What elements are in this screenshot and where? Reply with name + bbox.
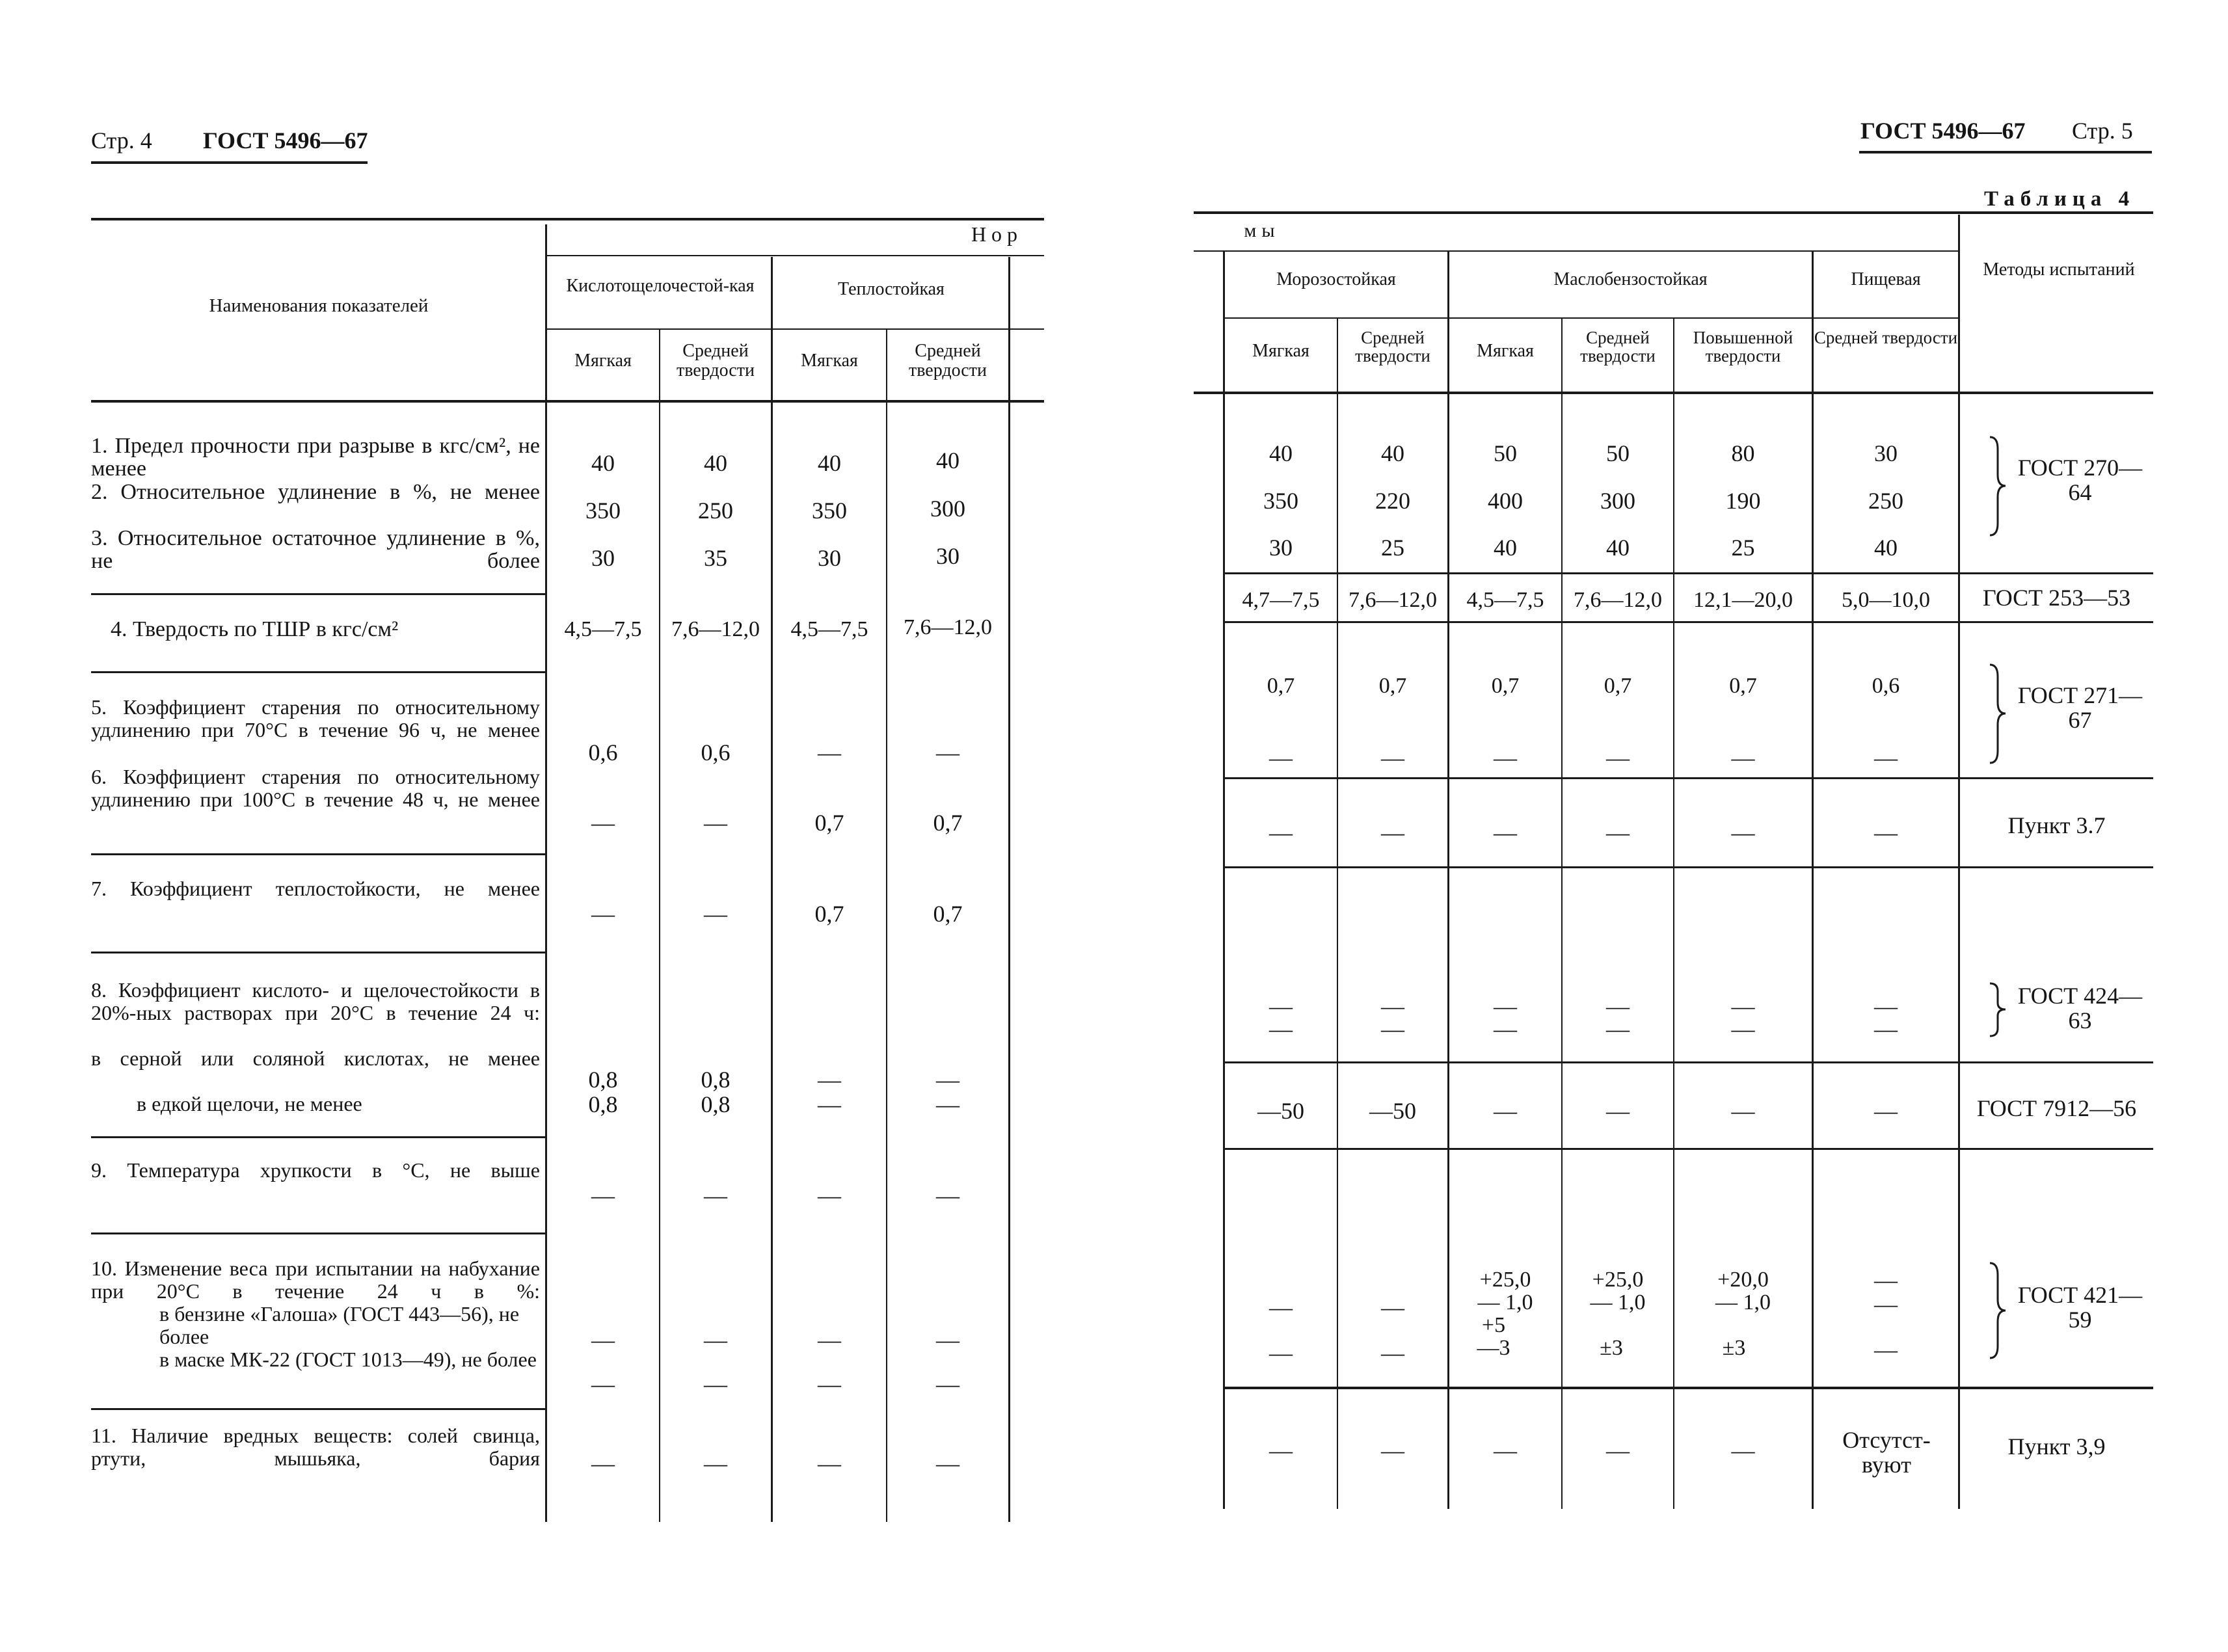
cell-heat-soft-r8a: — [818,1067,841,1093]
method-m9: ГОСТ 7912—56 [1976,1095,2137,1121]
row-separator [91,593,546,595]
cell-acid-med-r4: 7,6—12,0 [671,617,760,641]
cell-frost-med-r4: 7,6—12,0 [1349,588,1437,612]
cell-food-med-r10b: — [1874,1337,1898,1363]
cell-oil-med-r7: — [1606,819,1630,846]
row-separator [91,853,546,855]
indicator-r10a: в бензине «Галоша» (ГОСТ 443—56), не более [159,1302,520,1348]
sub-soft: Мягкая [574,351,632,371]
row-separator [91,952,546,953]
cell-heat-soft-r6: 0,7 [814,810,844,836]
group-heat-header: Теплостойкая [838,279,945,299]
cell-acid-med-r8b: 0,8 [701,1091,731,1117]
cell-frost-med-r1: 40 [1381,440,1404,466]
row-separator [1223,866,2153,868]
cell-oil-high-r11: — [1731,1437,1755,1463]
row-separator [1223,1061,2153,1063]
cell-oil-soft-r9: — [1494,1098,1517,1124]
indicator-r10b: в маске МК-22 (ГОСТ 1013—49), не более [159,1348,537,1371]
cell-frost-soft-r8a: — [1269,993,1293,1019]
cell-oil-soft-r5: 0,7 [1491,674,1520,698]
cell-acid-soft-r10a: — [591,1327,615,1353]
cell-heat-med-r9: — [936,1182,960,1208]
row-separator [1223,621,2153,623]
cell-acid-med-r9: — [704,1182,727,1208]
cell-oil-med-r8a: — [1606,993,1630,1019]
sub-soft: Мягкая [801,351,858,371]
method-m11: Пункт 3,9 [2007,1433,2106,1459]
indicator-column-header: Наименования показателей [209,295,429,316]
subheader-rule [1223,317,1958,319]
cell-frost-med-r10a: — [1381,1294,1404,1320]
indicator-r9: 9. Температура хрупкости в °С, не выше [91,1158,540,1182]
cell-heat-med-r10a: — [936,1327,960,1353]
indicator-r8: 8. Коэффициент кислото- и щелочестойкости в 20%-ных растворах при 20°С в течение 24 ч: [91,978,540,1024]
cell-oil-high-r5: 0,7 [1729,674,1757,698]
cell-frost-med-r2: 220 [1375,488,1410,514]
cell-acid-soft-r9: — [591,1182,615,1208]
cell-oil-high-r8b: — [1731,1016,1755,1042]
cell-acid-soft-r10b: — [591,1371,615,1397]
indicator-r4: 4. Твердость по ТШР в кгс/см² [111,617,399,641]
cell-oil-high-r2: 190 [1725,488,1761,514]
cell-food-med-r10a-2: — [1874,1291,1898,1317]
method-m5: ГОСТ 271—67 [2017,682,2143,733]
cell-frost-med-r10b: — [1381,1340,1404,1366]
cell-acid-med-r8a: 0,8 [701,1067,731,1093]
row-separator [91,1136,546,1138]
indicator-r2: 2. Относительное удлинение в %, не менее [91,480,540,504]
cell-oil-med-r10a-2: — 1,0 [1590,1290,1646,1314]
cell-oil-soft-r1: 50 [1494,440,1517,466]
group-food-header: Пищевая [1851,269,1921,289]
left-header-rule [91,161,368,164]
cell-acid-soft-r11: — [591,1450,615,1476]
method-m1: ГОСТ 270—64 [2017,455,2143,505]
cell-heat-med-r8a: — [936,1067,960,1093]
method-m10: ГОСТ 421—59 [2017,1282,2143,1333]
right-header-rule [1859,151,2152,153]
cell-frost-med-r6: — [1381,745,1404,771]
cell-oil-soft-r10a-1: +25,0 [1479,1268,1531,1292]
cell-heat-soft-r10b: — [818,1371,841,1397]
cell-frost-soft-r10a: — [1269,1294,1293,1320]
sub-medium: Средней твердости [1580,328,1656,366]
cell-oil-med-r11: — [1606,1437,1630,1463]
cell-acid-soft-r1: 40 [591,450,615,476]
cell-frost-med-r7: — [1381,819,1404,846]
cell-frost-soft-r8b: — [1269,1016,1293,1042]
cell-oil-high-r6: — [1731,745,1755,771]
cell-heat-soft-r7: 0,7 [814,901,844,927]
sub-high: Повышенной твердости [1693,328,1793,366]
group-divider [1812,250,1814,1509]
cell-frost-soft-r4: 4,7—7,5 [1242,588,1320,612]
right-brace-icon [1987,1262,2007,1359]
right-page-number: Стр. 5 [2072,118,2133,144]
row-separator [1223,777,2153,779]
cell-oil-high-r10a-2: — 1,0 [1715,1290,1771,1314]
sub-medium: Средней твердости [909,341,987,380]
cell-frost-med-r5: 0,7 [1378,674,1407,698]
cell-acid-soft-r2: 350 [585,498,621,524]
row-separator [91,671,546,673]
cell-oil-soft-r3: 40 [1494,535,1517,561]
right-brace-icon [1987,663,2007,764]
group-edge-left [1008,257,1010,1522]
cell-acid-soft-r8b: 0,8 [588,1091,618,1117]
indicator-r8b: в едкой щелочи, не менее [137,1092,362,1115]
cell-oil-soft-r8b: — [1494,1016,1517,1042]
cell-oil-soft-r10b-2: —3 [1477,1336,1510,1360]
sub-medium: Средней твердости [1355,328,1430,366]
cell-oil-soft-r8a: — [1494,993,1517,1019]
cell-heat-med-r11: — [936,1450,960,1476]
cell-frost-soft-r2: 350 [1263,488,1298,514]
cell-frost-soft-r10b: — [1269,1340,1293,1366]
cell-heat-soft-r4: 4,5—7,5 [790,617,868,641]
cell-oil-med-r10a-1: +25,0 [1592,1268,1644,1292]
methods-divider [1958,215,1960,1509]
method-m4: ГОСТ 253—53 [1982,585,2131,611]
cell-acid-soft-r3: 30 [591,545,615,571]
method-m8: ГОСТ 424—63 [2017,983,2143,1033]
row-separator [1223,1148,2153,1150]
cell-oil-soft-r6: — [1494,745,1517,771]
sub-soft: Мягкая [1252,341,1309,361]
indicator-r5: 5. Коэффициент старения по относительному удлинению при 70°С в течение 96 ч, не менее [91,695,540,741]
cell-heat-med-r1: 40 [936,447,960,473]
norms-underline [546,255,1044,256]
row-separator [1223,1387,2153,1389]
cell-oil-med-r8b: — [1606,1016,1630,1042]
cell-heat-soft-r8b: — [818,1091,841,1117]
cell-oil-high-r7: — [1731,819,1755,846]
cell-frost-med-r8b: — [1381,1016,1404,1042]
cell-frost-med-r11: — [1381,1437,1404,1463]
table-top-rule [91,218,1044,220]
cell-frost-soft-r1: 40 [1269,440,1293,466]
cell-acid-soft-r7: — [591,901,615,927]
cell-acid-med-r2: 250 [698,498,733,524]
cell-food-med-r8b: — [1874,1016,1898,1042]
subheader-rule [546,328,1044,330]
table-caption: Таблица 4 [1984,187,2136,211]
cell-heat-soft-r2: 350 [812,498,847,524]
cell-heat-soft-r1: 40 [818,450,841,476]
cell-heat-soft-r5: — [818,739,841,766]
cell-acid-soft-r4: 4,5—7,5 [564,617,642,641]
cell-oil-soft-r10a-2: — 1,0 [1477,1290,1533,1314]
right-brace-icon [1987,436,2007,537]
indicator-r1: 1. Предел прочности при разрыве в кгс/см², не менее [91,434,540,481]
indicator-r7: 7. Коэффициент теплостойкости, не менее [91,877,540,900]
cell-food-med-r2: 250 [1868,488,1903,514]
cell-heat-med-r7: 0,7 [933,901,963,927]
indicator-r6: 6. Коэффициент старения по относительному удлинению при 100°С в течение 48 ч, не менее [91,765,540,811]
indicator-r11: 11. Наличие вредных веществ: солей свинца, ртути, мышьяка, бария [91,1424,540,1470]
cell-oil-med-r4: 7,6—12,0 [1574,588,1662,612]
cell-heat-soft-r9: — [818,1182,841,1208]
cell-oil-med-r2: 300 [1600,488,1635,514]
cell-acid-med-r1: 40 [704,450,727,476]
cell-frost-med-r8a: — [1381,993,1404,1019]
cell-acid-med-r11: — [704,1450,727,1476]
cell-oil-soft-r4: 4,5—7,5 [1466,588,1544,612]
cell-frost-soft-r9: —50 [1257,1098,1304,1124]
cell-food-med-r1: 30 [1874,440,1898,466]
cell-acid-med-r7: — [704,901,727,927]
cell-heat-soft-r11: — [818,1450,841,1476]
cell-food-med-r5: 0,6 [1872,674,1900,698]
cell-frost-soft-r6: — [1269,745,1293,771]
cell-acid-med-r10b: — [704,1371,727,1397]
cell-frost-med-r3: 25 [1381,535,1404,561]
sub-medium: Средней твердости [677,341,755,380]
cell-acid-med-r5: 0,6 [701,739,731,766]
norms-label-left: Нор [971,222,1023,246]
cell-food-med-r8a: — [1874,993,1898,1019]
norms-label-right: мы [1244,220,1280,241]
cell-heat-med-r8b: — [936,1091,960,1117]
cell-oil-high-r9: — [1731,1098,1755,1124]
cell-acid-med-r3: 35 [704,545,727,571]
cell-oil-high-r1: 80 [1731,440,1755,466]
method-m7: Пункт 3.7 [2007,812,2106,838]
cell-oil-high-r8a: — [1731,993,1755,1019]
cell-oil-med-r10b: ±3 [1600,1336,1623,1360]
cell-oil-high-r10b: ±3 [1722,1336,1746,1360]
header-bottom-rule [91,400,1044,403]
cell-heat-med-r4: 7,6—12,0 [904,615,992,639]
cell-frost-soft-r7: — [1269,819,1293,846]
cell-oil-med-r1: 50 [1606,440,1630,466]
cell-heat-med-r10b: — [936,1371,960,1397]
cell-acid-soft-r5: 0,6 [588,739,618,766]
table-top-rule [1194,211,2153,214]
group-oil-header: Маслобензостойкая [1553,269,1708,289]
left-gost-number: ГОСТ 5496—67 [203,127,368,153]
cell-frost-soft-r5: 0,7 [1267,674,1295,698]
cell-oil-high-r3: 25 [1731,535,1755,561]
indicator-r3: 3. Относительное остаточное удлинение в %, не более [91,526,540,573]
cell-oil-soft-r10b-1: +5 [1481,1313,1506,1337]
sub-medium: Средней твердости [1814,328,1958,347]
cell-oil-med-r6: — [1606,745,1630,771]
norms-underline [1194,250,1958,252]
group-acid-header: Кислотощелочестой-кая [566,276,755,296]
cell-heat-med-r5: — [936,739,960,766]
left-page-number: Стр. 4 [91,127,152,153]
cell-acid-med-r6: — [704,810,727,836]
cell-food-med-r6: — [1874,745,1898,771]
cell-frost-soft-r11: — [1269,1437,1293,1463]
indicator-r8a: в серной или соляной кислотах, не менее [91,1046,540,1070]
cell-food-med-r4: 5,0—10,0 [1842,588,1930,612]
cell-heat-med-r3: 30 [936,543,960,569]
cell-food-med-r9: — [1874,1098,1898,1124]
right-gost-number: ГОСТ 5496—67 [1860,118,2026,144]
cell-heat-med-r2: 300 [930,496,965,522]
cell-oil-med-r5: 0,7 [1604,674,1632,698]
cell-heat-soft-r10a: — [818,1327,841,1353]
cell-acid-soft-r6: — [591,810,615,836]
cell-food-med-r10a-1: — [1874,1267,1898,1293]
indicator-r10: 10. Изменение веса при испытании на набухание при 20°С в течение 24 ч в %: [91,1257,540,1303]
right-brace-icon [1987,982,2007,1037]
row-separator [91,1232,546,1234]
cell-food-med-r11: Отсутст-вуют [1842,1427,1931,1478]
cell-oil-soft-r11: — [1494,1437,1517,1463]
row-separator [91,1408,546,1410]
row-separator [1223,572,2153,574]
cell-frost-med-r9: —50 [1369,1098,1416,1124]
cell-frost-soft-r3: 30 [1269,535,1293,561]
cell-heat-soft-r3: 30 [818,545,841,571]
cell-acid-med-r10a: — [704,1327,727,1353]
cell-oil-soft-r2: 400 [1488,488,1523,514]
cell-oil-med-r9: — [1606,1098,1630,1124]
cell-oil-soft-r7: — [1494,819,1517,846]
cell-oil-high-r10a-1: +20,0 [1717,1268,1769,1292]
cell-food-med-r7: — [1874,819,1898,846]
cell-acid-soft-r8a: 0,8 [588,1067,618,1093]
cell-heat-med-r6: 0,7 [933,810,963,836]
cell-food-med-r3: 40 [1874,535,1898,561]
group-frost-header: Морозостойкая [1276,269,1396,289]
cell-oil-med-r3: 40 [1606,535,1630,561]
sub-soft: Мягкая [1477,341,1534,361]
methods-column-header: Методы испытаний [1983,260,2135,280]
cell-oil-high-r4: 12,1—20,0 [1693,588,1793,612]
